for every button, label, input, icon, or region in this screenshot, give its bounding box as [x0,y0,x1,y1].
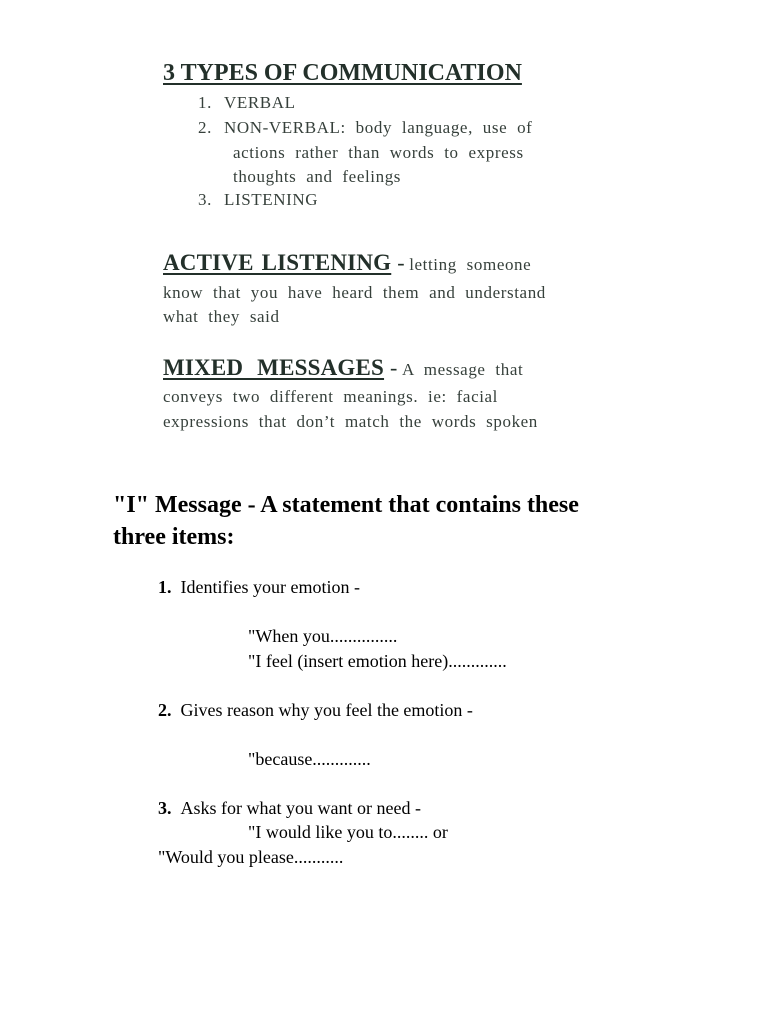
types-item-2-continuation: actions rather than words to express [233,143,524,162]
active-listening-text: letting someone [409,255,532,274]
types-item-number: 2. [198,118,212,137]
i-message-step-2 [158,700,473,721]
active-listening-definition [163,250,531,276]
types-heading: 3 TYPES OF COMMUNICATION [163,60,522,86]
types-item-text: VERBAL [224,93,296,112]
definition-dash: - [397,250,406,275]
types-item-1 [198,93,296,113]
types-item-2 [198,118,532,138]
step-text: Identifies your emotion - [180,577,360,597]
active-listening-continuation: know that you have heard them and understand [163,283,546,302]
step-text: Asks for what you want or need - [180,798,421,818]
types-item-3 [198,190,318,210]
types-item-text: NON-VERBAL: body language, use of [224,118,533,137]
active-listening-continuation: what they said [163,307,280,326]
step-example: "I feel (insert emotion here)............. [248,651,507,671]
types-item-number: 1. [198,93,212,112]
step-example: "When you............... [248,626,398,646]
step-example: "I would like you to........ or [248,822,448,842]
definition-dash: - [390,355,398,380]
mixed-messages-text: A message that [401,360,524,379]
mixed-messages-continuation: conveys two different meanings. ie: facial [163,387,499,406]
i-message-step-3 [158,798,421,819]
i-message-title-line-2: three items: [113,524,235,550]
mixed-messages-continuation: expressions that don’t match the words spoken [163,412,538,431]
step-example: "Would you please........... [158,847,344,867]
types-item-text: LISTENING [224,190,319,209]
step-example: "because............. [248,749,371,769]
step-number: 2. [158,700,172,720]
step-number: 1. [158,577,172,597]
active-listening-term: ACTIVE LISTENING [163,250,392,275]
step-number: 3. [158,798,172,818]
i-message-step-1 [158,577,360,598]
mixed-messages-term: MIXED MESSAGES [163,355,385,380]
i-message-title-line-1: "I" Message - A statement that contains these [113,492,579,518]
types-item-2-continuation: thoughts and feelings [233,167,402,186]
types-item-number: 3. [198,190,212,209]
mixed-messages-definition [163,355,523,381]
step-text: Gives reason why you feel the emotion - [180,700,473,720]
